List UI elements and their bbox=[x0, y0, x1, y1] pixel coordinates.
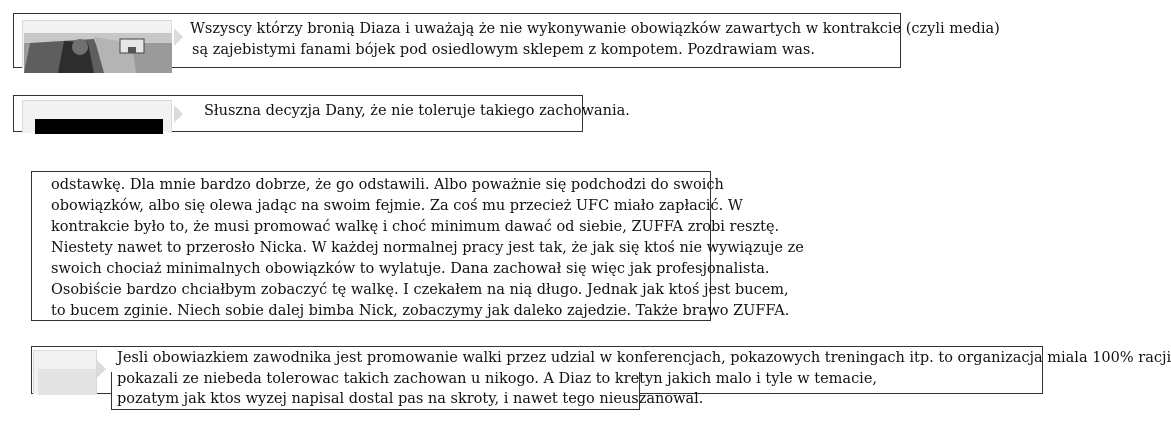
comment-text-line: kontrakcie było to, że musi promować walkę i choć minimum dawać od siebie, ZUFFA zrobi resztę. bbox=[51, 219, 780, 235]
comment-text-line: Jesli obowiazkiem zawodnika jest promowanie walki przez udzial w konferencjach, pokazowych treningach itp. to organizacja miala 100% racji bbox=[117, 350, 1171, 366]
comment-text-line: Słuszna decyzja Dany, że nie toleruje takiego zachowania. bbox=[204, 103, 630, 119]
avatar-frame bbox=[22, 100, 172, 133]
comment-text-line: Wszyscy którzy bronią Diaza i uważają że nie wykonywanie obowiązków zawartych w kontrakcie (czyli media) bbox=[190, 21, 1000, 37]
blacked-out-avatar bbox=[35, 119, 163, 134]
comment-text-line: pokazali ze niebeda tolerowac takich zachowan u nikogo. A Diaz to kretyn jakich malo i tyle w temacie, bbox=[117, 371, 878, 387]
user-photo-avatar bbox=[24, 33, 172, 73]
comment-text-line: pozatym jak ktos wyzej napisal dostal pas na skroty, i nawet tego nieuszanowal. bbox=[117, 391, 704, 407]
comment-2 bbox=[13, 95, 630, 132]
comment-1 bbox=[13, 13, 1000, 68]
speech-arrow bbox=[174, 28, 183, 46]
comment-text-line: to bucem zginie. Niech sobie dalej bimba Nick, zobaczymy jak daleko zajedzie. Także brawo ZUFFA. bbox=[51, 303, 790, 319]
default-avatar bbox=[33, 350, 97, 394]
comment-text-line: odstawkę. Dla mnie bardzo dobrze, że go odstawili. Albo poważnie się podchodzi do swoich bbox=[51, 177, 724, 193]
comment-text-line: Osobiście bardzo chciałbym zobaczyć tę walkę. I czekałem na nią długo. Jednak jak ktoś jest bucem, bbox=[51, 282, 789, 298]
avatar-frame bbox=[22, 20, 172, 68]
comment-4 bbox=[31, 346, 1171, 410]
comment-3 bbox=[31, 171, 804, 321]
speech-arrow bbox=[174, 105, 183, 123]
comment-text-line: obowiązków, albo się olewa jadąc na swoim fejmie. Za coś mu przecież UFC miało zapłacić. W bbox=[51, 198, 743, 214]
comment-text-line: swoich chociaż minimalnych obowiązków to wylatuje. Dana zachował się więc jak profesjonalista. bbox=[51, 261, 770, 277]
speech-arrow bbox=[97, 360, 106, 378]
comment-text-line: są zajebistymi fanami bójek pod osiedlowym sklepem z kompotem. Pozdrawiam was. bbox=[192, 42, 815, 58]
avatar-placeholder bbox=[38, 369, 96, 395]
comment-text-line: Niestety nawet to przerosło Nicka. W każdej normalnej pracy jest tak, że jak się ktoś nie wywiązuje ze bbox=[51, 240, 804, 256]
